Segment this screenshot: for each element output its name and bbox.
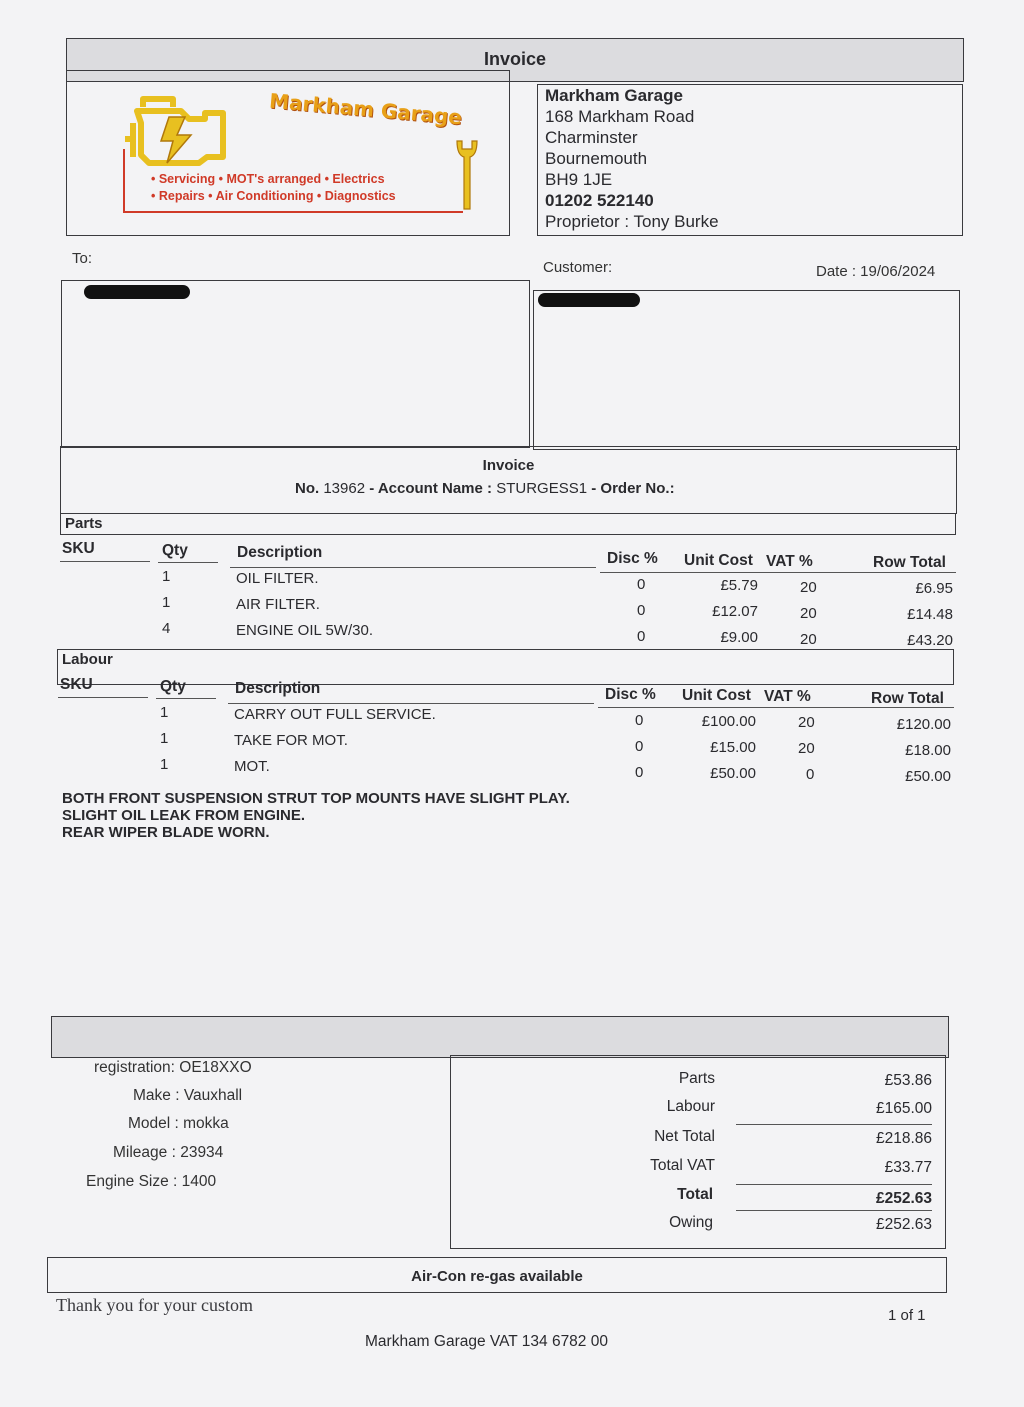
logo-name: Markham Garage xyxy=(268,88,463,130)
logo-services-line-1: • Servicing • MOT's arranged • Electrics xyxy=(151,172,385,186)
footer-vat: Markham Garage VAT 134 6782 00 xyxy=(365,1333,608,1350)
to-label: To: xyxy=(72,250,93,267)
garage-address-line-1: 168 Markham Road xyxy=(545,107,695,126)
parts-col-sku: SKU xyxy=(62,540,95,557)
garage-name: Markham Garage xyxy=(545,86,683,105)
labour-col-unit: Unit Cost xyxy=(682,687,751,704)
note-line-2: SLIGHT OIL LEAK FROM ENGINE. xyxy=(62,807,306,824)
garage-proprietor: Proprietor : Tony Burke xyxy=(545,212,719,231)
vehicle-make: Make : Vauxhall xyxy=(133,1087,243,1104)
totals-labour-value: £165.00 xyxy=(875,1100,932,1117)
labour-section-bar xyxy=(57,649,954,685)
parts-col-total: Row Total xyxy=(873,554,946,571)
parts-row-3-vat: 20 xyxy=(800,631,817,648)
labour-row-2-disc: 0 xyxy=(635,738,644,755)
totals-divider-3 xyxy=(736,1210,932,1211)
labour-col-qty: Qty xyxy=(160,678,186,695)
thank-you-note: Thank you for your custom xyxy=(56,1295,253,1315)
parts-header-underline-1 xyxy=(60,561,150,562)
invoice-no-value: 13962 xyxy=(323,480,366,497)
parts-row-1-vat: 20 xyxy=(800,579,817,596)
garage-phone: 01202 522140 xyxy=(545,191,654,210)
parts-col-disc: Disc % xyxy=(607,550,658,567)
labour-row-1-total: £120.00 xyxy=(896,716,951,733)
totals-vat-value: £33.77 xyxy=(884,1159,932,1176)
labour-header-underline-4 xyxy=(598,707,954,708)
totals-net-value: £218.86 xyxy=(875,1130,932,1147)
labour-row-3-qty: 1 xyxy=(160,756,169,773)
logo-box xyxy=(66,70,510,236)
totals-vat-label: Total VAT xyxy=(650,1157,715,1174)
parts-col-qty: Qty xyxy=(162,542,188,559)
parts-header-underline-4 xyxy=(600,572,956,573)
order-no-label: - Order No.: xyxy=(591,480,675,497)
labour-header-underline-1 xyxy=(58,697,148,698)
logo-underline xyxy=(123,211,463,213)
redacted-customer xyxy=(538,293,640,307)
parts-section-bar xyxy=(60,513,956,535)
parts-col-unit: Unit Cost xyxy=(684,552,753,569)
parts-header-underline-3 xyxy=(230,567,596,568)
parts-col-desc: Description xyxy=(237,544,323,561)
aircon-banner-text: Air-Con re-gas available xyxy=(411,1268,583,1285)
labour-row-1-disc: 0 xyxy=(635,712,644,729)
invoice-info-title: Invoice xyxy=(482,457,535,474)
totals-net-label: Net Total xyxy=(654,1128,715,1145)
parts-row-2-vat: 20 xyxy=(800,605,817,622)
logo-services xyxy=(151,171,396,205)
parts-row-3-desc: ENGINE OIL 5W/30. xyxy=(236,622,373,639)
invoice-info-box xyxy=(60,446,957,514)
parts-row-3-qty: 4 xyxy=(162,620,171,637)
account-name-label: - Account Name : xyxy=(369,480,493,497)
invoice-title: Invoice xyxy=(483,49,547,69)
job-notes xyxy=(62,790,570,841)
parts-row-2-disc: 0 xyxy=(637,602,646,619)
parts-row-1-qty: 1 xyxy=(162,568,171,585)
garage-address-line-3: Bournemouth xyxy=(545,149,648,168)
garage-address-line-2: Charminster xyxy=(545,128,638,147)
page-number: 1 of 1 xyxy=(888,1307,926,1324)
vehicle-model: Model : mokka xyxy=(128,1115,229,1132)
garage-address xyxy=(545,85,719,232)
labour-col-disc: Disc % xyxy=(605,686,656,703)
redacted-name xyxy=(84,285,190,299)
totals-parts-value: £53.86 xyxy=(884,1072,932,1089)
note-line-3: REAR WIPER BLADE WORN. xyxy=(62,824,270,841)
parts-row-1-total: £6.95 xyxy=(915,580,953,597)
labour-row-2-vat: 20 xyxy=(798,740,815,757)
invoice-info-line xyxy=(295,480,675,497)
vehicle-mileage: Mileage : 23934 xyxy=(113,1144,224,1161)
summary-grey-bar xyxy=(51,1016,949,1058)
parts-col-vat: VAT % xyxy=(766,553,813,570)
aircon-banner xyxy=(47,1257,947,1293)
parts-row-3-disc: 0 xyxy=(637,628,646,645)
parts-header-underline-2 xyxy=(158,562,218,563)
logo-services-line-2: • Repairs • Air Conditioning • Diagnostics xyxy=(151,189,396,203)
labour-col-desc: Description xyxy=(235,680,321,697)
labour-row-2-total: £18.00 xyxy=(905,742,951,759)
account-name-value: STURGESS1 xyxy=(496,480,588,497)
labour-col-vat: VAT % xyxy=(764,688,811,705)
labour-row-1-desc: CARRY OUT FULL SERVICE. xyxy=(234,706,436,723)
labour-row-1-qty: 1 xyxy=(160,704,169,721)
engine-icon xyxy=(119,83,239,169)
invoice-no-label: No. xyxy=(295,480,320,497)
invoice-date: Date : 19/06/2024 xyxy=(816,263,936,280)
garage-postcode: BH9 1JE xyxy=(545,170,613,189)
labour-row-3-desc: MOT. xyxy=(234,758,270,775)
labour-section-label: Labour xyxy=(62,651,113,668)
to-address-box xyxy=(61,280,530,448)
customer-box xyxy=(533,290,960,450)
parts-row-2-qty: 1 xyxy=(162,594,171,611)
totals-total-value: £252.63 xyxy=(875,1190,932,1207)
totals-total-label: Total xyxy=(677,1186,713,1203)
labour-row-1-unit: £100.00 xyxy=(701,713,756,730)
parts-row-2-desc: AIR FILTER. xyxy=(236,596,320,613)
labour-col-sku: SKU xyxy=(60,676,93,693)
labour-row-1-vat: 20 xyxy=(798,714,815,731)
totals-labour-label: Labour xyxy=(666,1098,715,1115)
note-line-1: BOTH FRONT SUSPENSION STRUT TOP MOUNTS HAVE SLIGHT PLAY. xyxy=(62,790,570,807)
totals-divider-2 xyxy=(736,1184,932,1185)
labour-header-underline-3 xyxy=(228,703,594,704)
parts-row-3-unit: £9.00 xyxy=(720,629,758,646)
parts-row-3-total: £43.20 xyxy=(907,632,953,649)
labour-header-underline-2 xyxy=(156,698,216,699)
parts-row-2-unit: £12.07 xyxy=(712,603,758,620)
labour-row-2-qty: 1 xyxy=(160,730,169,747)
totals-divider-1 xyxy=(736,1124,932,1125)
labour-row-3-unit: £50.00 xyxy=(710,765,756,782)
totals-parts-label: Parts xyxy=(678,1070,715,1087)
labour-row-3-vat: 0 xyxy=(806,766,815,783)
garage-address-box xyxy=(537,84,963,236)
labour-row-2-desc: TAKE FOR MOT. xyxy=(234,732,348,749)
totals-owing-value: £252.63 xyxy=(875,1216,932,1233)
totals-owing-label: Owing xyxy=(669,1214,713,1231)
parts-row-2-total: £14.48 xyxy=(907,606,953,623)
logo-bracket xyxy=(123,149,131,213)
vehicle-registration: registration: OE18XXO xyxy=(94,1059,252,1076)
customer-label: Customer: xyxy=(543,259,613,276)
vehicle-engine-size: Engine Size : 1400 xyxy=(86,1173,217,1190)
parts-section-label: Parts xyxy=(65,515,103,532)
parts-row-1-disc: 0 xyxy=(637,576,646,593)
labour-row-2-unit: £15.00 xyxy=(710,739,756,756)
labour-row-3-disc: 0 xyxy=(635,764,644,781)
labour-row-3-total: £50.00 xyxy=(905,768,951,785)
parts-row-1-desc: OIL FILTER. xyxy=(236,570,319,587)
parts-row-1-unit: £5.79 xyxy=(720,577,758,594)
labour-col-total: Row Total xyxy=(871,690,944,707)
wrench-icon xyxy=(453,137,481,213)
